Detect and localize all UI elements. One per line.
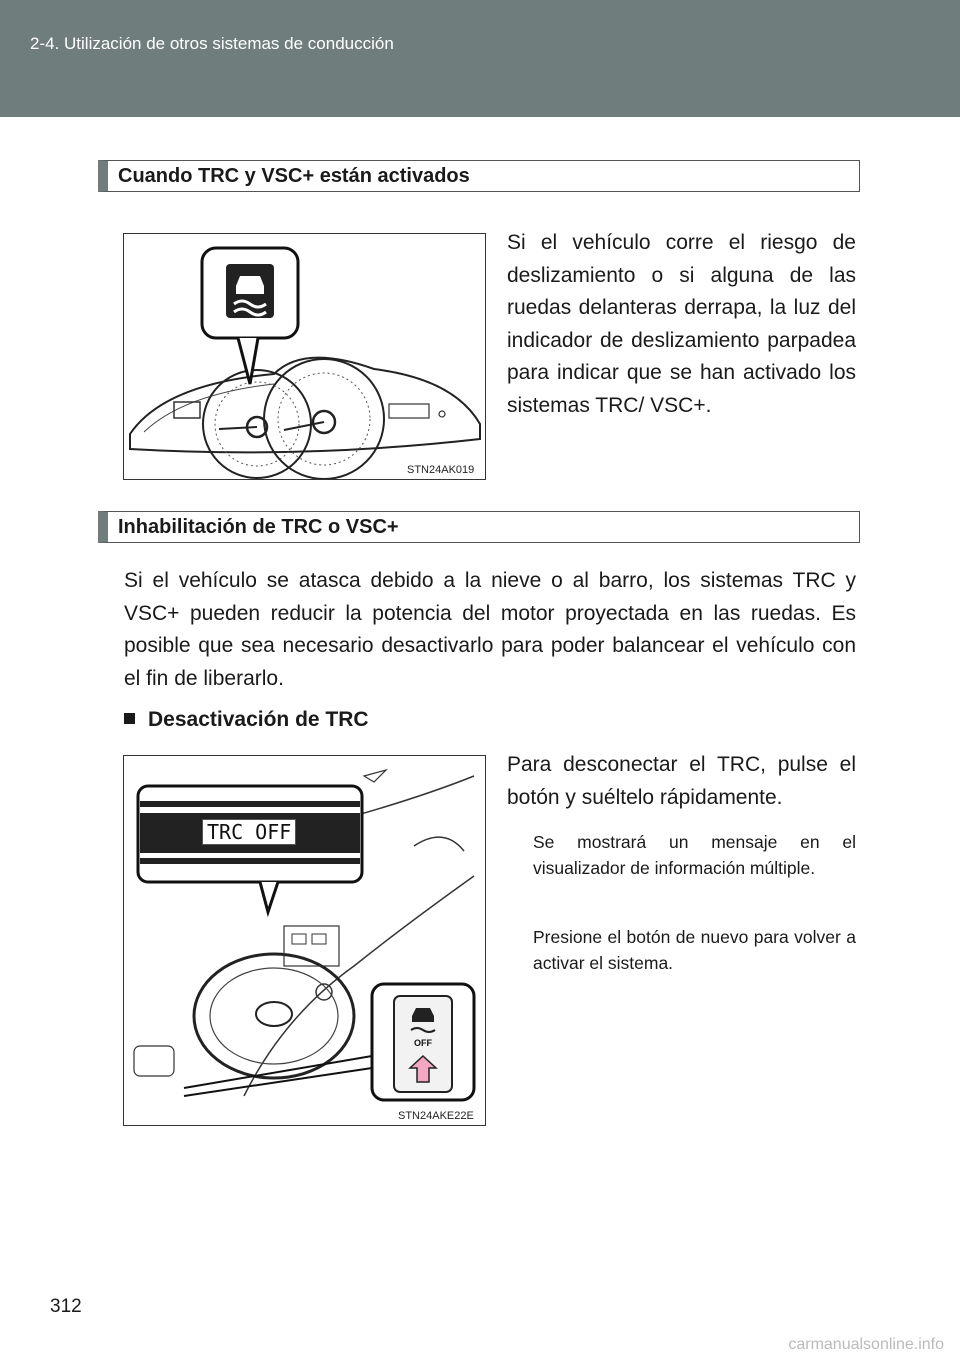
activated-description: Si el vehículo corre el riesgo de deslizamiento o si alguna de las ruedas delanteras derrapa, la luz del indicador de deslizamiento parpadea para indicar que se han activado los sistemas TRC/ VSC+. bbox=[507, 231, 856, 417]
page-number: 312 bbox=[50, 1296, 82, 1317]
figure-code: STN24AK019 bbox=[407, 464, 475, 476]
subsection-title: Desactivación de TRC bbox=[124, 708, 369, 732]
trc-off-illustration bbox=[124, 756, 486, 1126]
note-reactivate: Presione el botón de nuevo para volver a activar el sistema. bbox=[533, 927, 856, 973]
figure-instrument-cluster bbox=[123, 233, 486, 480]
section-title-activated: Cuando TRC y VSC+ están activados bbox=[98, 160, 860, 192]
disable-trc-instruction: Para desconectar el TRC, pulse el botón y suéltelo rápidamente. bbox=[507, 753, 856, 809]
chapter-title: 2-4. Utilización de otros sistemas de conducción bbox=[30, 34, 394, 53]
off-button-label: OFF bbox=[414, 1038, 432, 1048]
section-title-disable: Inhabilitación de TRC o VSC+ bbox=[98, 511, 860, 543]
watermark: carmanualsonline.info bbox=[788, 1336, 944, 1353]
note-message-display: Se mostrará un mensaje en el visualizador de información múltiple. bbox=[533, 832, 856, 878]
display-message: TRC OFF bbox=[202, 819, 296, 845]
figure-trc-off-button bbox=[123, 755, 486, 1126]
bullet-square-icon bbox=[124, 713, 135, 724]
disable-description: Si el vehículo se atasca debido a la nieve o al barro, los sistemas TRC y VSC+ pueden reducir la potencia del motor proyectada en las ruedas. Es posible que sea necesario desactivarlo para poder balancear el vehículo con el fin de liberarlo. bbox=[124, 569, 856, 690]
page-header bbox=[0, 0, 960, 117]
figure-code: STN24AKE22E bbox=[398, 1110, 474, 1122]
instrument-cluster-illustration bbox=[124, 234, 486, 480]
